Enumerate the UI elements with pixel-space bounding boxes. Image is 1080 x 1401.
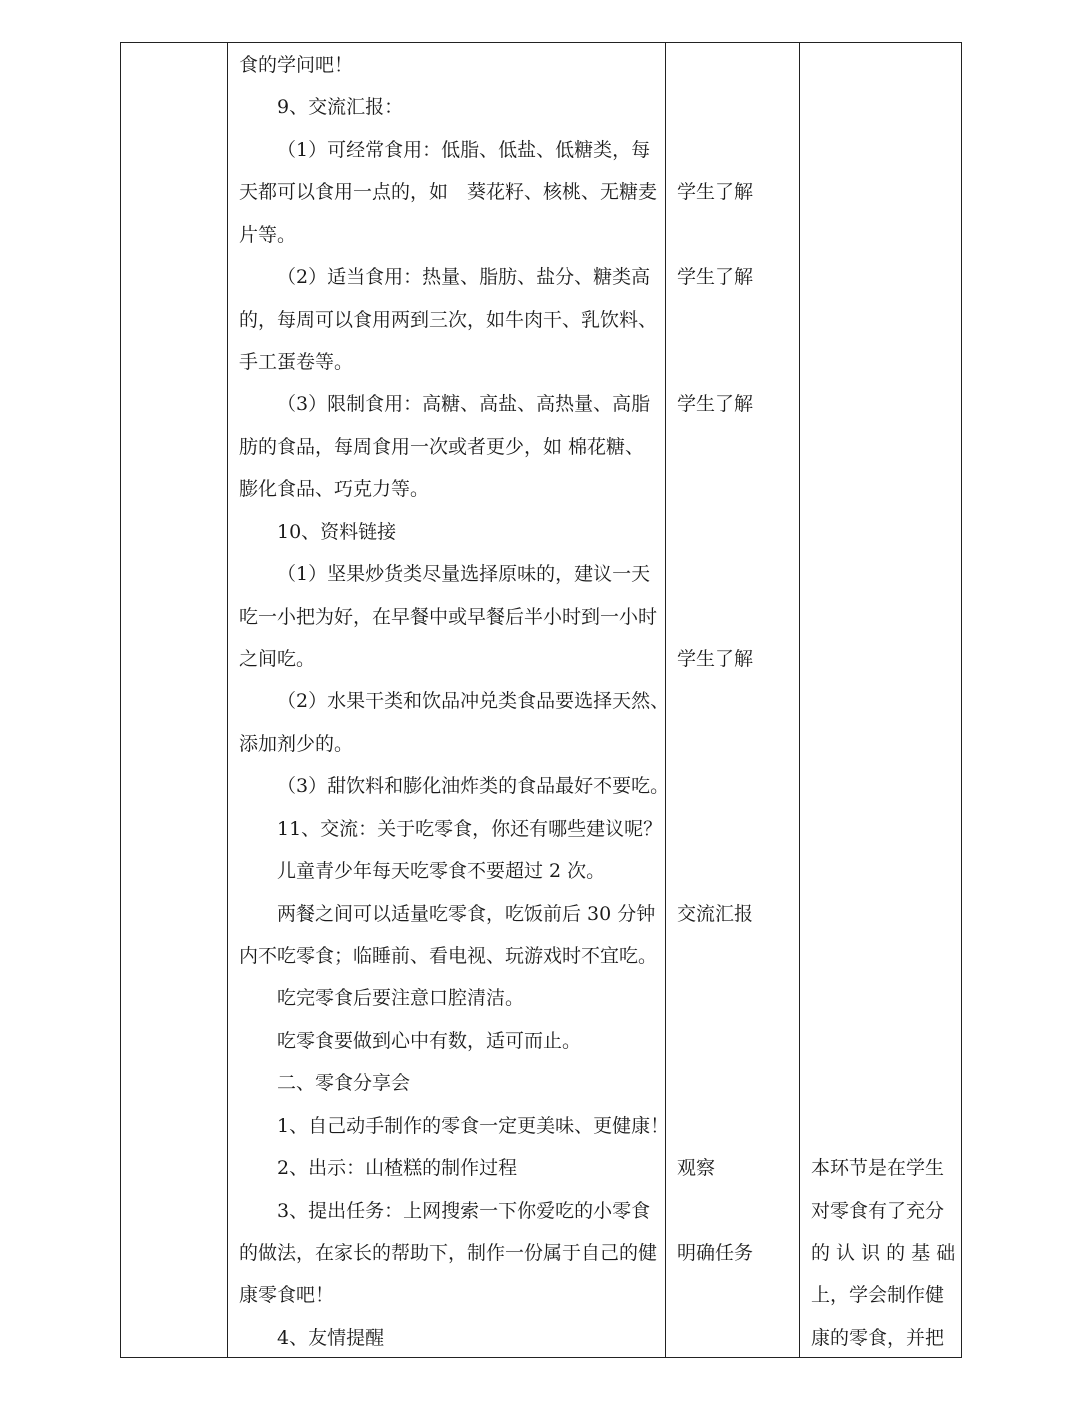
design-intent-line: 上，学会制作健 [811,1284,945,1306]
content-line: 吃零食要做到心中有数，适可而止。 [277,1030,582,1052]
content-line: 10、资料链接 [277,521,397,543]
content-line: （2）适当食用：热量、脂肪、盐分、糖类高 [277,266,651,288]
content-line: （2）水果干类和饮品冲兑类食品要选择天然、 [277,690,670,712]
column-divider [799,43,800,1357]
student-activity: 交流汇报 [677,903,754,925]
content-line: 9、交流汇报： [277,96,404,118]
design-intent-line: 的 认 识 的 基 础 [811,1242,956,1264]
content-line: 内不吃零食；临睡前、看电视、玩游戏时不宜吃。 [239,945,658,967]
content-line: 2、出示：山楂糕的制作过程 [277,1157,518,1179]
content-line: 的做法，在家长的帮助下，制作一份属于自己的健 [239,1242,658,1264]
design-intent-line: 对零食有了充分 [811,1200,945,1222]
content-line: （1）坚果炒货类尽量选择原味的，建议一天 [277,563,651,585]
content-line: 4、友情提醒 [277,1327,385,1349]
content-line: 手工蛋卷等。 [239,351,354,373]
content-line: 肪的食品，每周食用一次或者更少，如 棉花糖、 [239,436,645,458]
student-activity: 学生了解 [677,648,754,670]
student-activity: 学生了解 [677,266,754,288]
student-activity: 学生了解 [677,181,754,203]
content-line: 11、交流：关于吃零食，你还有哪些建议呢？ [277,818,663,840]
content-line: 吃完零食后要注意口腔清洁。 [277,987,525,1009]
student-activity: 观察 [677,1157,716,1179]
column-divider [227,43,228,1357]
content-line: 的，每周可以食用两到三次，如牛肉干、乳饮料、 [239,309,658,331]
design-intent-line: 康的零食，并把 [811,1327,945,1349]
content-line: 片等。 [239,224,297,246]
content-line: 两餐之间可以适量吃零食，吃饭前后 30 分钟 [277,903,656,925]
student-activity: 学生了解 [677,393,754,415]
content-line: 1、自己动手制作的零食一定更美味、更健康！ [277,1115,670,1137]
content-line: 康零食吧！ [239,1284,335,1306]
content-line: （3）甜饮料和膨化油炸类的食品最好不要吃。 [277,775,670,797]
content-line: 天都可以食用一点的，如 葵花籽、核桃、无糖麦 [239,181,658,203]
content-line: 添加剂少的。 [239,733,354,755]
content-line: 吃一小把为好，在早餐中或早餐后半小时到一小时 [239,606,658,628]
content-line: 二、零食分享会 [277,1072,411,1094]
lesson-plan-table [120,42,962,1358]
content-line: （1）可经常食用：低脂、低盐、低糖类，每 [277,139,651,161]
content-line: 膨化食品、巧克力等。 [239,478,430,500]
content-line: 之间吃。 [239,648,316,670]
content-line: 儿童青少年每天吃零食不要超过 2 次。 [277,860,606,882]
content-line: （3）限制食用：高糖、高盐、高热量、高脂 [277,393,651,415]
design-intent-line: 本环节是在学生 [811,1157,945,1179]
content-line: 食的学问吧！ [239,54,354,76]
student-activity: 明确任务 [677,1242,754,1264]
content-line: 3、提出任务：上网搜索一下你爱吃的小零食 [277,1200,651,1222]
